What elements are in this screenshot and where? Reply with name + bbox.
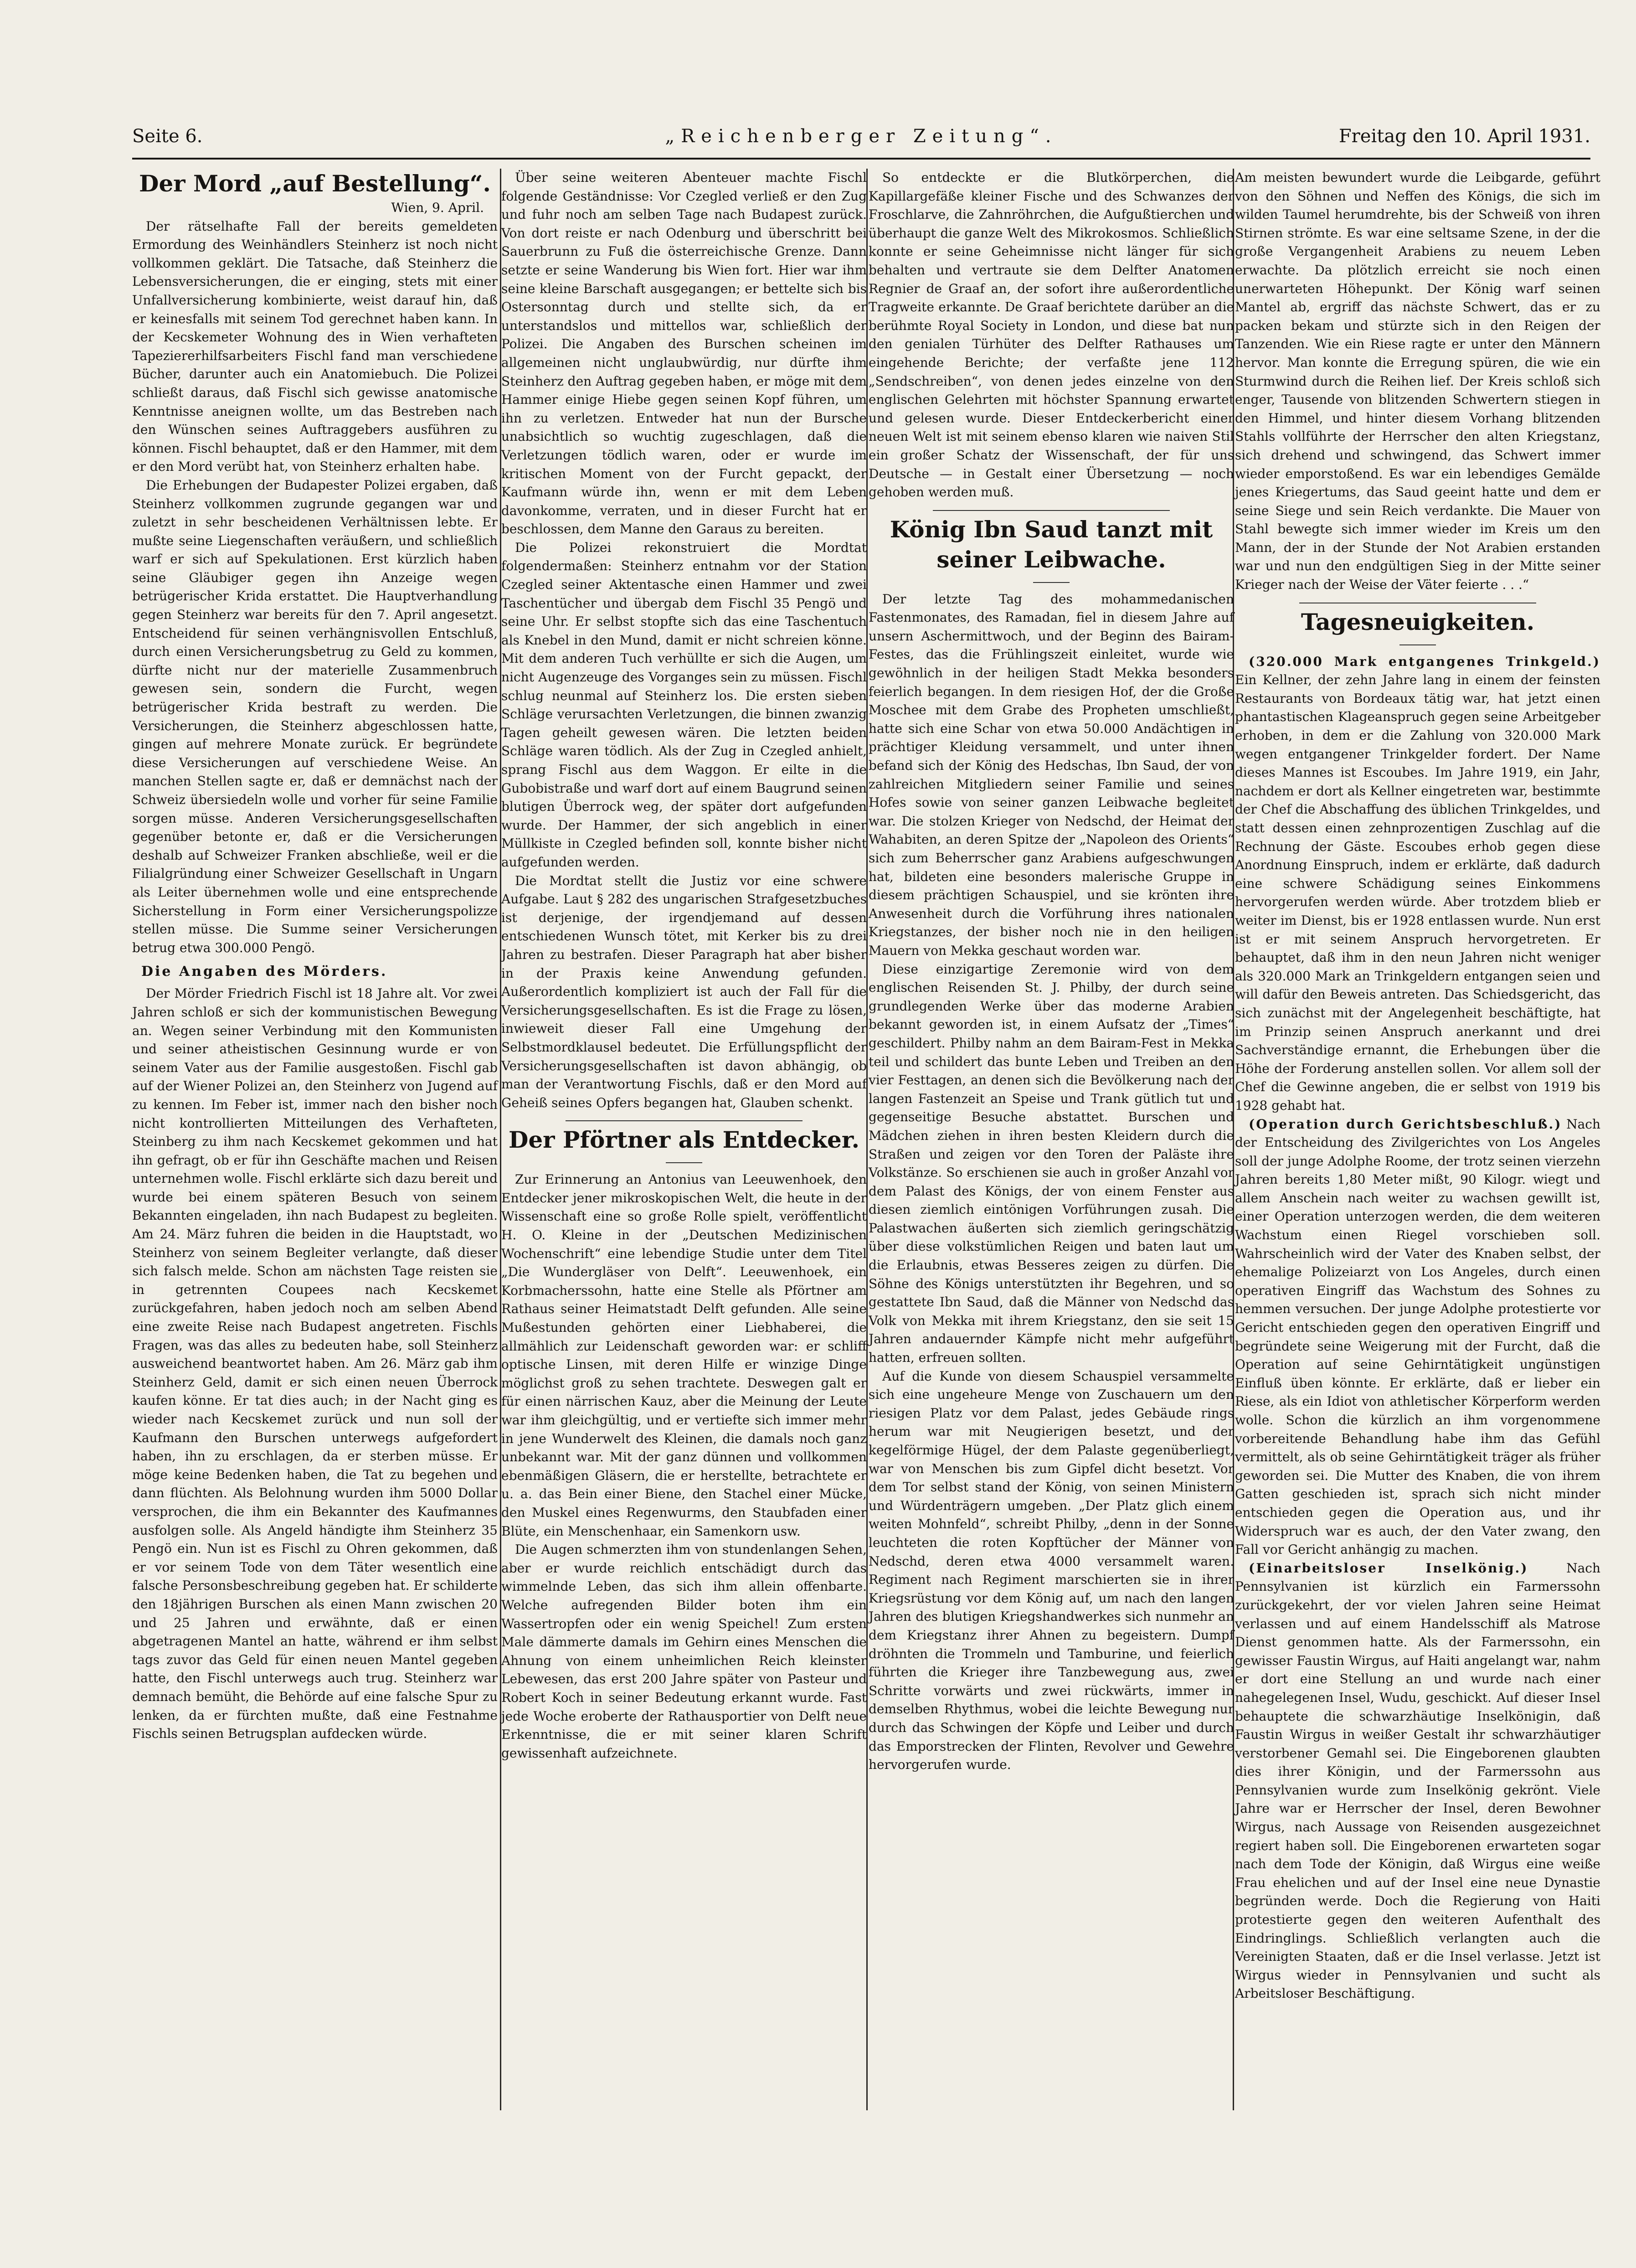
news-item [1235, 653, 1600, 1115]
column-2 [501, 169, 867, 1763]
column-4 [1235, 169, 1600, 2003]
news-item-text: Ein Kellner, der zehn Jahre lang in einem der feinsten Restaurants von Bordeaux tätig war, hat jetzt einen phantastischen Klageanspruch gegen seine Arbeitgeber erhoben, in dem er die Zahlung von 320.000 Mark wegen entgangener Trinkgelder fordert. Der Name dieses Mannes ist Escoubes. Im Jahre 1919, ein Jahr, nachdem er dort als Kellner eingetreten war, bestimmte der Chef die Abschaffung des üblichen Trinkgeldes, und statt dessen einen zehnprozentigen Zuschlag auf die Rechnung der Gäste. Escoubes erhob gegen diese Anordnung Einspruch, indem er erklärte, daß dadurch eine schwere Schädigung seines Einkommens hervorgerufen werden würde. Aber trotzdem blieb er weiter im Dienst, bis er 1928 entlassen wurde. Nun erst ist er mit seinem Anspruch hervorgetreten. Er behauptet, daß ihm in den neun Jahren nicht weniger als 320.000 Mark an Trinkgeldern entgangen seien und will dafür den Beweis antreten. Das Schiedsgericht, das sich zunächst mit der Angelegenheit beschäftigte, hat im Prinzip seinen Anspruch anerkannt und drei Sachverständige ernannt, die Erhebungen über die Höhe der Forderung anstellen sollen. Vor allem soll der Chef die Gewinne angeben, die er selbst von 1919 bis 1928 gehabt hat. [1235, 672, 1600, 1113]
paragraph: Die Erhebungen der Budapester Polizei ergaben, daß Steinherz vollkommen zugrunde gegangen war und zuletzt in sehr bescheidenen Verhältnissen lebte. Er mußte seine Liegenschaften veräußern, und schließlich warf er sich auf Spekulationen. Erst kürzlich haben seine Gläubiger gegen ihn Anzeige wegen betrügerischer Krida erstattet. Die Hauptverhandlung gegen Steinherz war bereits für den 7. April angesetzt. Entscheidend für seinen verhängnisvollen Entschluß, durch einen Versicherungsbetrug zu Geld zu kommen, dürfte nicht nur der materielle Zusammenbruch gewesen sein, sondern die Furcht, wegen betrügerischer Krida bestraft zu werden. Die Versicherungen, die Steinherz abgeschlossen hatte, gingen auf mehrere Monate zurück. Er begründete diese Versicherungen auf verschiedene Weise. An manchen Stellen sagte er, daß er demnächst nach der Schweiz übersiedeln wolle und vorher für seine Familie sorgen müsse. Anderen Versicherungsgesellschaften gegenüber betonte er, daß er die Versicherungen deshalb auf Schweizer Franken abschließe, weil er die Filialgründung einer Schweizer Gesellschaft in Ungarn als Leiter übernehmen wolle und eine entsprechende Sicherstellung in Form einer Versicherungspolizze stellen müsse. Die Summe seiner Versicherungen betrug etwa 300.000 Pengö. [132, 477, 498, 955]
news-item-heading: (Einarbeitsloser Inselkönig.) [1249, 1560, 1528, 1576]
section-divider [566, 1120, 803, 1121]
paragraph: So entdeckte er die Blutkörperchen, die Kapillargefäße kleiner Fische und des Schwanzes der Froschlarve, die Zahnröhrchen, die Aufgußtierchen und überhaupt die ganze Welt des Mikrokosmos. Schließlich konnte er seine Geheimnisse nicht länger für sich behalten und vertraute sie dem Delfter Anatomen Regnier de Graaf an, der sofort ihre außerordentliche Tragweite erkannte. De Graaf berichtete darüber an die berühmte Royal Society in London, und diese bat nun den genialen Türhüter des Delfter Rathauses um eingehende Berichte; der verfaßte jene 112 „Sendschreiben“, von denen jedes einzelne von den englischen Gelehrten mit höchster Spannung erwartet und gelesen wurde. Dieser Entdeckerbericht einer neuen Welt ist mit seinem ebenso klaren wie naiven Stil ein großer Schatz der Wissenschaft, der für uns Deutsche — in Gestalt einer Übersetzung — noch gehoben werden muß. [869, 170, 1234, 500]
title-rule [666, 1162, 702, 1163]
news-item-text: Nach Pennsylvanien ist kürzlich ein Farmerssohn zurückgekehrt, der vor vielen Jahren seine Heimat verlassen und auf einem Handelsschiff als Matrose Dienst genommen hatte. Als der Farmerssohn, ein gewisser Faustin Wirgus, auf Haiti angelangt war, nahm er dort eine Stellung an und wurde nach einer nahegelegenen Insel, Wudu, geschickt. Auf dieser Insel behauptete die schwarzhäutige Inselkönigin, daß Faustin Wirgus in weißer Gestalt ihr schwarzhäutiger verstorbener Gemahl sei. Die Eingeborenen glaubten dies ihrer Königin, und der Farmerssohn aus Pennsylvanien wurde zum Inselkönig gekrönt. Viele Jahre war er Herrscher der Insel, deren Bewohner Wirgus, nach Aussage von Reisenden ausgezeichnet regiert haben soll. Die Eingeborenen erwarteten sogar nach dem Tode der Königin, daß Wirgus eine weiße Frau ehelichen und auf der Insel eine neue Dynastie begründen werde. Doch die Regierung von Haiti protestierte gegen den weiteren Aufenthalt des Eindringlings. Schließlich verlangten auch die Vereinigten Staaten, daß er die Insel verlasse. Jetzt ist Wirgus wieder in Pennsylvanien und sucht als Arbeitsloser Beschäftigung. [1235, 1560, 1600, 2001]
news-item-text: Nach der Entscheidung des Zivilgerichtes von Los Angeles soll der junge Adolphe Roome, der trotz seinen vierzehn Jahren bereits 1,80 Meter mißt, 90 Kilogr. wiegt und allem Anschein nach weiter zu wachsen gewillt ist, einer Operation unterzogen werden, die dem weiteren Wachstum einen Riegel vorschieben soll. Wahrscheinlich wird der Vater des Knaben selbst, der ehemalige Polizeiarzt von Los Angeles, durch einen operativen Eingriff das Wachstum des Sohnes zu hemmen versuchen. Der junge Adolphe protestierte vor Gericht entschieden gegen den operativen Eingriff und begründete seine Weigerung mit der Furcht, daß die Operation auf seine Gehirntätigkeit ungünstigen Einfluß üben könnte. Er erklärte, daß er lieber ein Riese, als ein Idiot von athletischer Körperform werden wolle. Schon die kürzlich an ihm vorgenommene vorbereitende Behandlung habe ihm das Gefühl vermittelt, als ob seine Gehirntätigkeit träger als früher geworden sei. Die Mutter des Knaben, die von ihrem Gatten geschieden ist, sprach sich nicht minder entschieden gegen die Operation aus, und ihr Widerspruch war es auch, der den Vater zwang, den Fall vor Gericht anhängig zu machen. [1235, 1116, 1600, 1557]
subheading: Die Angaben des Mörders. [141, 964, 388, 980]
column-1 [132, 169, 498, 1743]
paragraph: Die Augen schmerzten ihm von stundenlangen Sehen, aber er wurde reichlich entschädigt durch das wimmelnde Leben, das sich ihm allein offenbarte. Welche aufregenden Bilder boten ihm ein Wassertropfen oder ein wenig Speichel! Zum ersten Male dämmerte damals im Gehirn eines Menschen die Ahnung von einem unheimlichen Reich kleinster Lebewesen, das erst 200 Jahre später von Pasteur und Robert Koch in seiner Bedeutung erkannt wurde. Fast jede Woche eroberte der Rathausportier von Delft neue Erkenntnisse, die er mit seiner klaren Schrift gewissenhaft aufzeichnete. [501, 1542, 867, 1761]
paragraph: Der Mörder Friedrich Fischl ist 18 Jahre alt. Vor zwei Jahren schloß er sich der kommunistischen Bewegung an. Wegen seiner Verbindung mit den Kommunisten und seiner atheistischen Gesinnung wurde er von seinem Vater aus der Familie ausgestoßen. Fischl gab auf der Wiener Polizei an, den Steinherz von Jugend auf zu kennen. Im Feber ist, immer nach den bisher noch nicht kontrollierten Mitteilungen des Verhafteten, Steinberg zu ihm nach Kecskemet gekommen und hat ihn gefragt, ob er für ihn Geschäfte machen und Reisen unternehmen wolle. Fischl erklärte sich dazu bereit und wurde bei einem späteren Besuch von seinem Bekannten eingeladen, ihn nach Budapest zu begleiten. Am 24. März fuhren die beiden in die Hauptstadt, wo Steinherz von seinem Begleiter verlangte, daß dieser sich falsch melde. Schon am nächsten Tage reisten sie in getrennten Coupees nach Kecskemet zurückgefahren, haben jedoch noch am selben Abend eine zweite Reise nach Budapest angetreten. Fischls Fragen, was das alles zu bedeuten habe, soll Steinherz ausweichend beantwortet haben. Am 26. März gab ihm Steinherz Geld, damit er sich einen neuen Überrock kaufen könne. Er tat dies auch; in der Nacht ging es wieder nach Kecskemet zurück und nun soll der Kaufmann den Burschen unterwegs aufgefordert haben, ihn zu erschlagen, da er sterben müsse. Er möge keine Bedenken haben, die Tat zu begehen und dann flüchten. Als Belohnung wurden ihm 5000 Dollar versprochen, die ihm ein Bekannter des Kaufmannes ausfolgen solle. Als Angeld händigte ihm Steinherz 35 Pengö ein. Nun ist es Fischl zu Ohren gekommen, daß er vor seinem Tode von dem Täter wesentlich eine falsche Personsbeschreibung gegeben hat. Er schilderte den 18jährigen Burschen als einen Mann zwischen 20 und 25 Jahren und erwähnte, daß er einen abgetragenen Mantel an hatte, während er ihm selbst tags zuvor das Geld für einen neuen Mantel gegeben hatte, den Fischl unterwegs auch trug. Steinherz war demnach bemüht, die Behörde auf eine falsche Spur zu lenken, da er fürchten mußte, daß eine Festnahme Fischls seinen Betrugsplan aufdecken würde. [132, 986, 498, 1742]
page-number: Seite 6. [132, 126, 203, 147]
article-title: König Ibn Saud tanzt mit seiner Leibwache. [890, 515, 1213, 573]
article-title: Tagesneuigkeiten. [1301, 608, 1535, 635]
paragraph: Zur Erinnerung an Antonius van Leeuwenhoek, den Entdecker jener mikroskopischen Welt, die heute in der Wissenschaft eine so große Rolle spielt, veröffentlicht H. O. Kleine in der „Deutschen Medizinischen Wochenschrift“ eine lebendige Studie unter dem Titel „Die Wundergläser von Delft“. Leeuwenhoek, ein Korbmacherssohn, hatte eine Stelle als Pförtner am Rathaus seiner Heimatstadt Delft gefunden. Alle seine Mußestunden gehörten einer Liebhaberei, die allmählich zur Leidenschaft geworden war: er schliff optische Linsen, mit deren Hilfe er winzige Dinge möglichst groß zu sehen trachtete. Deswegen galt er für einen närrischen Kauz, aber die Meinung der Leute war ihm gleichgültig, und er vertiefte sich immer mehr in jene Wunderwelt des Kleinen, die damals noch ganz unbekannt war. Mit der ganz dünnen und vollkommen ebenmäßigen Gläsern, die er herstellte, betrachtete er u. a. das Bein einer Biene, den Stachel einer Mücke, den Muskel eines Regenwurms, den Staubfaden einer Blüte, ein Menschenhaar, ein Samenkorn usw. [501, 1172, 867, 1539]
issue-date: Freitag den 10. April 1931. [1338, 126, 1590, 147]
paragraph: Die Mordtat stellt die Justiz vor eine schwere Aufgabe. Laut § 282 des ungarischen Strafgesetzbuches ist derjenige, der irgendjemand auf dessen entschiedenen Wunsch tötet, mit Kerker bis zu drei Jahren zu bestrafen. Dieser Paragraph hat aber bisher in der Praxis keine Anwendung gefunden. Außerordentlich kompliziert ist auch der Fall für die Versicherungsgesellschaften. Es ist die Frage zu lösen, inwieweit dieser Fall eine Umgehung der Selbstmordklausel bedeutet. Die Erfüllungspflicht der Versicherungsgesellschaften ist davon abhängig, ob man der Verantwortung Fischls, daß er den Mord auf Geheiß seines Opfers begangen hat, Glauben schenkt. [501, 873, 867, 1110]
paragraph: Am meisten bewundert wurde die Leibgarde, geführt von den Söhnen und Neffen des Königs, die sich im wilden Taumel herumdrehte, bis der Schweiß von ihren Stirnen strömte. Es war eine seltsame Szene, in der die große Vergangenheit Arabiens zu neuem Leben erwachte. Da plötzlich erreicht sie noch einen unerwarteten Höhepunkt. Der König warf seinen Mantel ab, ergriff das nächste Schwert, das er zu packen bekam und stürzte sich in den Reigen der Tanzenden. Wie ein Riese ragte er unter den Männern hervor. Man konnte die Erregung spüren, die wie ein Sturmwind durch die Reihen lief. Der Kreis schloß sich enger, Tausende von blitzenden Schwertern stiegen in den Himmel, und hinter diesem Vorhang blitzenden Stahls vollführte der Herrscher den alten Kriegstanz, sich drehend und schwingend, das Schwert immer wieder emporstoßend. Es war ein lebendiges Gemälde jenes Kriegertums, das Saud geeint hatte und dem er seine Siege und sein Reich verdankte. Die Mauer von Stahl bewegte sich immer wieder im Kreis um den Mann, der in der Stunde der Not Arabien erstanden war und nun den endgültigen Sieg in der Mitte seiner Krieger nach der Weise der Väter feierte . . .“ [1235, 170, 1600, 593]
paragraph: Die Polizei rekonstruiert die Mordtat folgendermaßen: Steinherz entnahm vor der Station Czegled seiner Aktentasche einen Hammer und zwei Taschentücher und übergab dem Fischl 35 Pengö und seine Uhr. Er selbst stopfte sich das eine Taschentuch als Knebel in den Mund, damit er nicht schreien könne. Mit dem anderen Tuch verhüllte er sich die Augen, um nicht Augenzeuge des Vorganges sein zu müssen. Fischl schlug neunmal auf Steinherz los. Die ersten sieben Schläge verursachten Verletzungen, die binnen zwanzig Tagen geheilt gewesen wären. Die letzten beiden Schläge waren tödlich. Als der Zug in Czegled anhielt, sprang Fischl aus dem Waggon. Er eilte in die Gubobistraße und warf dort auf einem Baugrund seinen blutigen Überrock weg, der später dort aufgefunden wurde. Der Hammer, der sich angeblich in einer Müllkiste in Czegled befinden soll, konnte bisher nicht aufgefunden werden. [501, 540, 867, 870]
section-divider [933, 510, 1170, 511]
article-title: Der Mord „auf Bestellung“. [139, 170, 491, 197]
paragraph: Der letzte Tag des mohammedanischen Fastenmonates, des Ramadan, fiel in diesem Jahre auf unsern Aschermittwoch, und der Beginn des Bairam-Festes, das die Frühlingszeit einleitet, wurde wie gewöhnlich in der heiligen Stadt Mekka besonders feierlich begangen. In dem riesigen Hof, der die Große Moschee mit dem Grabe des Propheten umschließt, hatte sich eine Schar von etwa 50.000 Andächtigen in prächtiger Kleidung versammelt, und unter ihnen befand sich der König des Hedschas, Ibn Saud, der von zahlreichen Mitgliedern seiner Familie und seines Hofes sowie von seiner ganzen Leibwache begleitet war. Die stolzen Krieger von Nedschd, der Heimat der Wahabiten, an deren Spitze der „Napoleon des Orients“ sich zum Beherrscher ganz Arabiens aufgeschwungen hat, bildeten eine besonders malerische Gruppe in diesem prächtigen Schauspiel, und sie krönten ihre Anwesenheit durch die Vorführung ihres nationalen Kriegstanzes, der bisher noch nie in den heiligen Mauern von Mekka geschaut worden war. [869, 591, 1234, 958]
header-rule [132, 158, 1590, 160]
news-item [1235, 1559, 1600, 2003]
page-header [132, 122, 1590, 155]
title-rule [1033, 582, 1070, 583]
newspaper-name: „Reichenberger Zeitung“. [665, 126, 1058, 147]
news-item-heading: (320.000 Mark entgangenes Trinkgeld.) [1249, 654, 1600, 669]
news-item-heading: (Operation durch Gerichtsbeschluß.) [1249, 1116, 1562, 1132]
paragraph: Diese einzigartige Zeremonie wird von dem englischen Reisenden St. J. Philby, der durch seine grundlegenden Werke über das moderne Arabien bekannt geworden ist, in einem Aufsatz der „Times“ geschildert. Philby nahm an dem Bairam-Fest in Mekka teil und schildert das bunte Leben und Treiben an den vier Festtagen, an denen sich die Bevölkerung nach der langen Fastenzeit an Speise und Trank gütlich tut und gegenseitige Besuche abstattet. Burschen und Mädchen ziehen in ihren besten Kleidern durch die Straßen und zeigen vor den Toren der Paläste ihre Volkstänze. So erschienen sie auch in großer Anzahl vor dem Palast des Königs, der von einem Fenster aus diesen ziemlich eintönigen Vorführungen zusah. Die Palastwachen äußerten sich ziemlich geringschätzig über diese volkstümlichen Reigen und baten laut um die Erlaubnis, etwas Besseres zeigen zu dürfen. Die Söhne des Königs unterstützten ihr Begehren, und so gestattete Ibn Saud, daß die Männer von Nedschd das Volk von Mekka mit ihrem Kriegstanz, den sie seit 15 Jahren andauernder Kämpfe nicht mehr aufgeführt hatten, erfreuen sollten. [869, 961, 1234, 1366]
paragraph: Über seine weiteren Abenteuer machte Fischl folgende Geständnisse: Vor Czegled verließ er den Zug und fuhr noch am selben Tage nach Budapest zurück. Von dort reiste er nach Odenburg und überschritt bei Sauerbrunn zu Fuß die österreichische Grenze. Dann setzte er seine Wanderung bis Wien fort. Hier war ihm seine kleine Barschaft ausgegangen; er bettelte sich bis Ostersonntag durch und stellte sich, da er unterstandslos und mittellos war, schließlich der Polizei. Die Angaben des Burschen scheinen im allgemeinen nicht unglaubwürdig, nur dürfte ihm Steinherz den Auftrag gegeben haben, er möge mit dem Hammer einige Hiebe gegen seinen Kopf führen, um ihn zu verletzen. Entweder hat nun der Bursche unabsichtlich so wuchtig zugeschlagen, daß die Verletzungen tödlich waren, oder er wurde im kritischen Moment von der Furcht gepackt, der Kaufmann würde ihn, wenn er mit dem Leben davonkomme, verraten, und in dieser Furcht hat er beschlossen, dem Manne den Garaus zu bereiten. [501, 170, 867, 537]
news-item [1235, 1115, 1600, 1559]
dateline: Wien, 9. April. [391, 200, 484, 215]
column-3 [869, 169, 1234, 1774]
article-title: Der Pförtner als Entdecker. [508, 1126, 860, 1154]
paragraph: Der rätselhafte Fall der bereits gemeldeten Ermordung des Weinhändlers Steinherz ist noch nicht vollkommen geklärt. Die Tatsache, daß Steinherz die Lebensversicherungen, die er einging, stets mit einer Unfallversicherung kombinierte, weist darauf hin, daß er keinesfalls mit seinem Tod gerechnet haben kann. In der Kecskemeter Wohnung des in Wien verhafteten Tapeziererhilfsarbeiters Fischl fand man verschiedene Bücher, darunter auch ein Anatomiebuch. Die Polizei schließt daraus, daß Fischl sich gewisse anatomische Kenntnisse aneignen wollte, um das Bestreben nach den Wünschen seines Auftraggebers ausführen zu können. Fischl behauptet, daß er den Hammer, mit dem er den Mord verübt hat, von Steinherz erhalten habe. [132, 218, 498, 474]
title-rule [1399, 644, 1436, 645]
paragraph: Auf die Kunde von diesem Schauspiel versammelte sich eine ungeheure Menge von Zuschauern um den riesigen Platz vor dem Palast, jedes Gebäude rings herum war mit Neugierigen besetzt, und der kegelförmige Hügel, der dem Palaste gegenüberliegt, war von Menschen bis zum Gipfel dicht besetzt. Vor dem Tor selbst stand der König, von seinen Ministern und Würdenträgern umgeben. „Der Platz glich einem weiten Mohnfeld“, schreibt Philby, „denn in der Sonne leuchteten die roten Kopftücher der Männer von Nedschd, deren etwa 4000 versammelt waren. Regiment nach Regiment marschierten sie in ihrer Kriegsrüstung vor dem König auf, um nach den langen Jahren des blutigen Kriegshandwerkes sich nunmehr an dem Kriegstanz ihrer Ahnen zu begeistern. Dumpf dröhnten die Trommeln und Tamburine, und feierlich führten die Krieger ihre Tanzbewegung aus, zwei Schritte vorwärts und zwei rückwärts, immer in demselben Rhythmus, wobei die leichte Bewegung nur durch das Schwingen der Köpfe und Leiber und durch das Emporstrecken der Flinten, Revolver und Gewehre hervorgerufen wurde. [869, 1368, 1234, 1773]
